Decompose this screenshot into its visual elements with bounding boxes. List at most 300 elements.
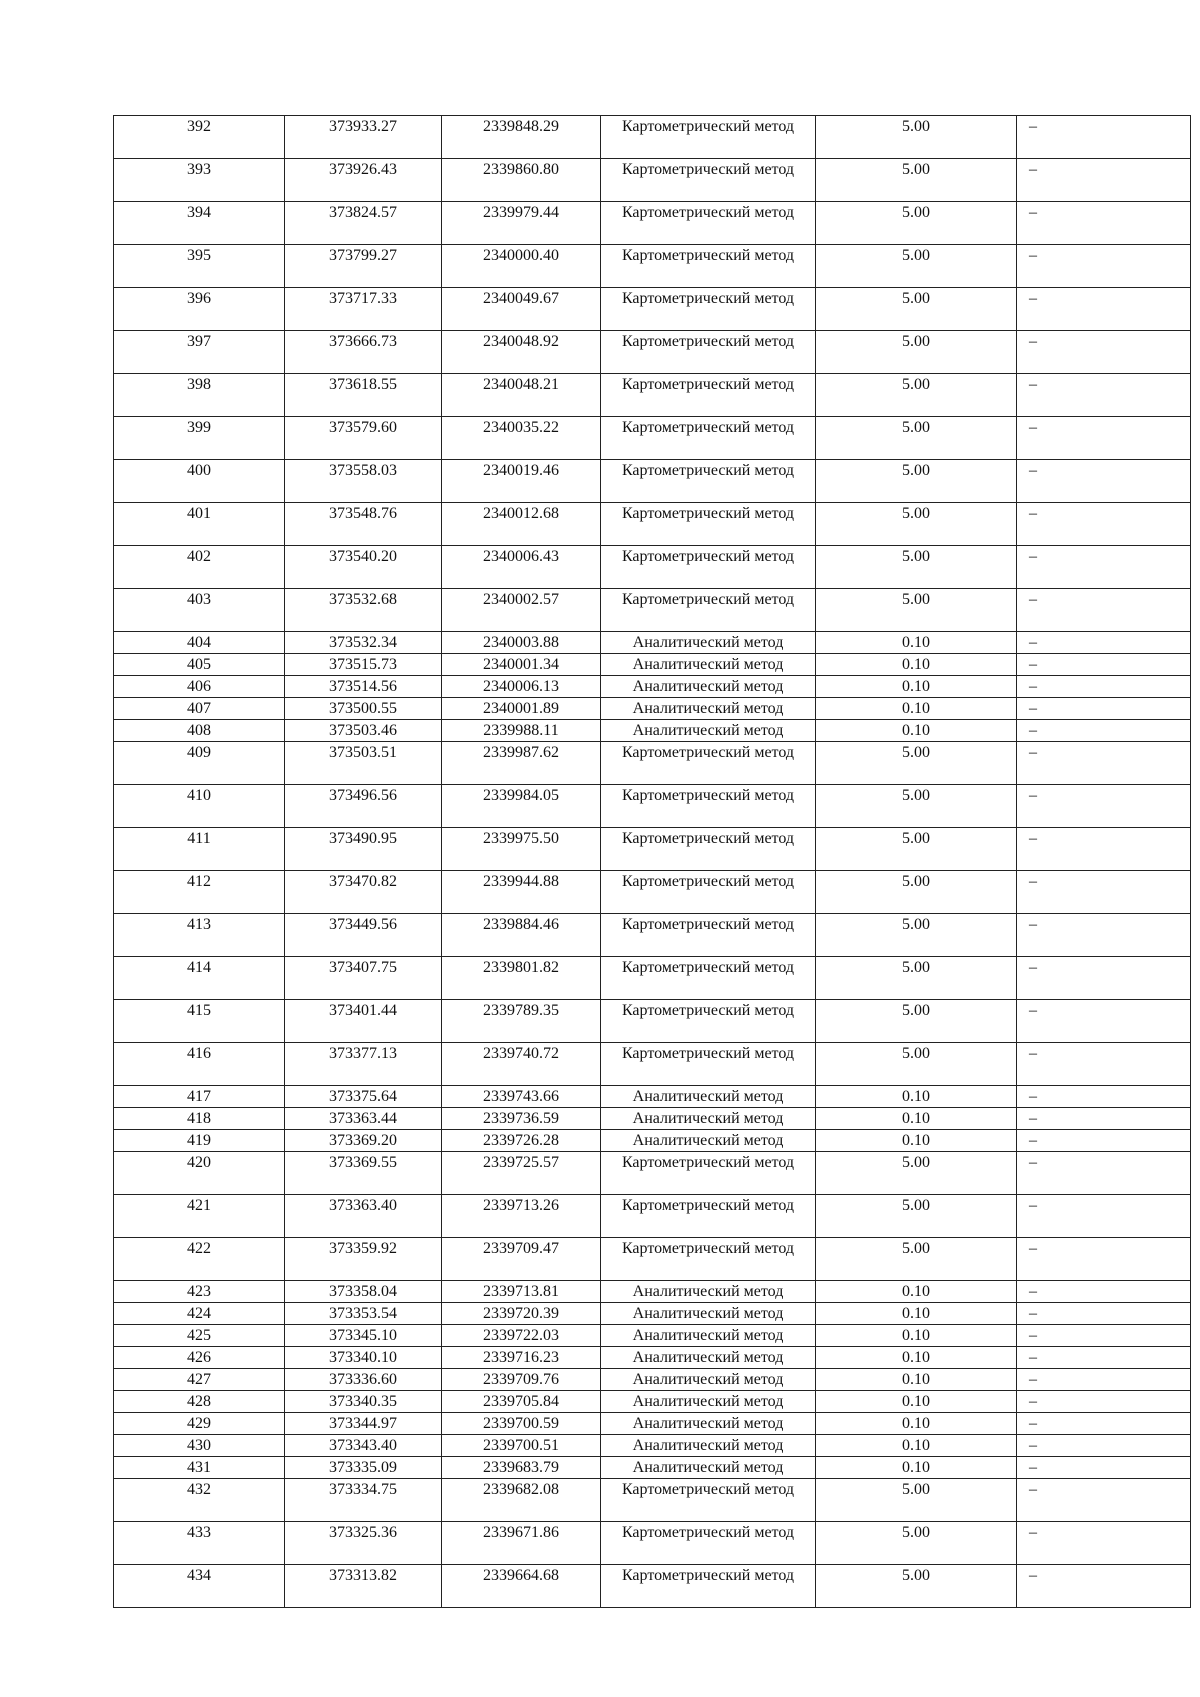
table-row bbox=[114, 1303, 1191, 1325]
x-coordinate-cell: 373343.40 bbox=[285, 1435, 442, 1457]
point-number-cell: 434 bbox=[114, 1565, 285, 1608]
method-cell: Картометрический метод bbox=[601, 1479, 816, 1522]
x-coordinate-cell: 373503.51 bbox=[285, 742, 442, 785]
note-cell: – bbox=[1017, 245, 1191, 288]
table-row bbox=[114, 1435, 1191, 1457]
x-coordinate-cell: 373532.68 bbox=[285, 589, 442, 632]
method-cell: Картометрический метод bbox=[601, 159, 816, 202]
point-number-cell: 422 bbox=[114, 1238, 285, 1281]
method-cell: Картометрический метод bbox=[601, 288, 816, 331]
point-number-cell: 399 bbox=[114, 417, 285, 460]
note-cell: – bbox=[1017, 698, 1191, 720]
x-coordinate-cell: 373717.33 bbox=[285, 288, 442, 331]
x-coordinate-cell: 373340.35 bbox=[285, 1391, 442, 1413]
note-cell: – bbox=[1017, 676, 1191, 698]
note-cell: – bbox=[1017, 288, 1191, 331]
table-row bbox=[114, 828, 1191, 871]
y-coordinate-cell: 2339860.80 bbox=[442, 159, 601, 202]
accuracy-cell: 5.00 bbox=[816, 331, 1017, 374]
table-row bbox=[114, 1413, 1191, 1435]
accuracy-cell: 5.00 bbox=[816, 1479, 1017, 1522]
point-number-cell: 401 bbox=[114, 503, 285, 546]
x-coordinate-cell: 373618.55 bbox=[285, 374, 442, 417]
note-cell: – bbox=[1017, 331, 1191, 374]
table-row bbox=[114, 1108, 1191, 1130]
accuracy-cell: 5.00 bbox=[816, 245, 1017, 288]
note-cell: – bbox=[1017, 1043, 1191, 1086]
accuracy-cell: 0.10 bbox=[816, 1391, 1017, 1413]
x-coordinate-cell: 373369.20 bbox=[285, 1130, 442, 1152]
x-coordinate-cell: 373335.09 bbox=[285, 1457, 442, 1479]
x-coordinate-cell: 373926.43 bbox=[285, 159, 442, 202]
point-number-cell: 400 bbox=[114, 460, 285, 503]
method-cell: Аналитический метод bbox=[601, 1435, 816, 1457]
note-cell: – bbox=[1017, 460, 1191, 503]
accuracy-cell: 5.00 bbox=[816, 589, 1017, 632]
method-cell: Аналитический метод bbox=[601, 1391, 816, 1413]
accuracy-cell: 5.00 bbox=[816, 417, 1017, 460]
method-cell: Аналитический метод bbox=[601, 1413, 816, 1435]
x-coordinate-cell: 373449.56 bbox=[285, 914, 442, 957]
accuracy-cell: 0.10 bbox=[816, 1086, 1017, 1108]
table-row bbox=[114, 1000, 1191, 1043]
accuracy-cell: 0.10 bbox=[816, 1325, 1017, 1347]
y-coordinate-cell: 2339975.50 bbox=[442, 828, 601, 871]
method-cell: Картометрический метод bbox=[601, 202, 816, 245]
method-cell: Картометрический метод bbox=[601, 871, 816, 914]
table-row bbox=[114, 632, 1191, 654]
note-cell: – bbox=[1017, 1108, 1191, 1130]
method-cell: Картометрический метод bbox=[601, 589, 816, 632]
accuracy-cell: 0.10 bbox=[816, 676, 1017, 698]
point-number-cell: 421 bbox=[114, 1195, 285, 1238]
x-coordinate-cell: 373313.82 bbox=[285, 1565, 442, 1608]
note-cell: – bbox=[1017, 957, 1191, 1000]
table-row bbox=[114, 742, 1191, 785]
accuracy-cell: 5.00 bbox=[816, 1565, 1017, 1608]
accuracy-cell: 0.10 bbox=[816, 1369, 1017, 1391]
method-cell: Картометрический метод bbox=[601, 1238, 816, 1281]
y-coordinate-cell: 2340019.46 bbox=[442, 460, 601, 503]
table-row bbox=[114, 245, 1191, 288]
table-row bbox=[114, 1391, 1191, 1413]
note-cell: – bbox=[1017, 720, 1191, 742]
y-coordinate-cell: 2339988.11 bbox=[442, 720, 601, 742]
x-coordinate-cell: 373470.82 bbox=[285, 871, 442, 914]
table-row bbox=[114, 1086, 1191, 1108]
note-cell: – bbox=[1017, 1195, 1191, 1238]
point-number-cell: 427 bbox=[114, 1369, 285, 1391]
table-row bbox=[114, 1281, 1191, 1303]
note-cell: – bbox=[1017, 1086, 1191, 1108]
method-cell: Аналитический метод bbox=[601, 632, 816, 654]
table-row bbox=[114, 654, 1191, 676]
method-cell: Аналитический метод bbox=[601, 1108, 816, 1130]
point-number-cell: 433 bbox=[114, 1522, 285, 1565]
y-coordinate-cell: 2339713.26 bbox=[442, 1195, 601, 1238]
note-cell: – bbox=[1017, 417, 1191, 460]
x-coordinate-cell: 373325.36 bbox=[285, 1522, 442, 1565]
x-coordinate-cell: 373496.56 bbox=[285, 785, 442, 828]
y-coordinate-cell: 2339736.59 bbox=[442, 1108, 601, 1130]
accuracy-cell: 0.10 bbox=[816, 720, 1017, 742]
accuracy-cell: 5.00 bbox=[816, 546, 1017, 589]
note-cell: – bbox=[1017, 159, 1191, 202]
table-row bbox=[114, 1195, 1191, 1238]
accuracy-cell: 0.10 bbox=[816, 1435, 1017, 1457]
x-coordinate-cell: 373824.57 bbox=[285, 202, 442, 245]
method-cell: Аналитический метод bbox=[601, 1347, 816, 1369]
y-coordinate-cell: 2339984.05 bbox=[442, 785, 601, 828]
table-row bbox=[114, 589, 1191, 632]
method-cell: Картометрический метод bbox=[601, 1152, 816, 1195]
table-row bbox=[114, 288, 1191, 331]
y-coordinate-cell: 2340002.57 bbox=[442, 589, 601, 632]
y-coordinate-cell: 2339740.72 bbox=[442, 1043, 601, 1086]
point-number-cell: 413 bbox=[114, 914, 285, 957]
table-row bbox=[114, 374, 1191, 417]
table-row bbox=[114, 1238, 1191, 1281]
x-coordinate-cell: 373377.13 bbox=[285, 1043, 442, 1086]
y-coordinate-cell: 2339682.08 bbox=[442, 1479, 601, 1522]
table-row bbox=[114, 871, 1191, 914]
y-coordinate-cell: 2339801.82 bbox=[442, 957, 601, 1000]
y-coordinate-cell: 2340048.21 bbox=[442, 374, 601, 417]
point-number-cell: 414 bbox=[114, 957, 285, 1000]
x-coordinate-cell: 373503.46 bbox=[285, 720, 442, 742]
point-number-cell: 392 bbox=[114, 116, 285, 159]
note-cell: – bbox=[1017, 1325, 1191, 1347]
note-cell: – bbox=[1017, 1281, 1191, 1303]
accuracy-cell: 5.00 bbox=[816, 828, 1017, 871]
point-number-cell: 397 bbox=[114, 331, 285, 374]
table-row bbox=[114, 417, 1191, 460]
method-cell: Картометрический метод bbox=[601, 1565, 816, 1608]
accuracy-cell: 0.10 bbox=[816, 1347, 1017, 1369]
accuracy-cell: 5.00 bbox=[816, 914, 1017, 957]
table-row bbox=[114, 202, 1191, 245]
y-coordinate-cell: 2339726.28 bbox=[442, 1130, 601, 1152]
table-row bbox=[114, 785, 1191, 828]
note-cell: – bbox=[1017, 632, 1191, 654]
y-coordinate-cell: 2339700.59 bbox=[442, 1413, 601, 1435]
accuracy-cell: 0.10 bbox=[816, 654, 1017, 676]
note-cell: – bbox=[1017, 1347, 1191, 1369]
point-number-cell: 407 bbox=[114, 698, 285, 720]
x-coordinate-cell: 373666.73 bbox=[285, 331, 442, 374]
method-cell: Картометрический метод bbox=[601, 957, 816, 1000]
accuracy-cell: 5.00 bbox=[816, 1522, 1017, 1565]
x-coordinate-cell: 373515.73 bbox=[285, 654, 442, 676]
accuracy-cell: 5.00 bbox=[816, 116, 1017, 159]
method-cell: Картометрический метод bbox=[601, 1522, 816, 1565]
x-coordinate-cell: 373353.54 bbox=[285, 1303, 442, 1325]
note-cell: – bbox=[1017, 871, 1191, 914]
method-cell: Аналитический метод bbox=[601, 1303, 816, 1325]
method-cell: Аналитический метод bbox=[601, 1086, 816, 1108]
y-coordinate-cell: 2340001.89 bbox=[442, 698, 601, 720]
y-coordinate-cell: 2340003.88 bbox=[442, 632, 601, 654]
x-coordinate-cell: 373359.92 bbox=[285, 1238, 442, 1281]
y-coordinate-cell: 2340048.92 bbox=[442, 331, 601, 374]
note-cell: – bbox=[1017, 1238, 1191, 1281]
y-coordinate-cell: 2340012.68 bbox=[442, 503, 601, 546]
y-coordinate-cell: 2339671.86 bbox=[442, 1522, 601, 1565]
point-number-cell: 423 bbox=[114, 1281, 285, 1303]
point-number-cell: 430 bbox=[114, 1435, 285, 1457]
accuracy-cell: 5.00 bbox=[816, 1043, 1017, 1086]
table-row bbox=[114, 957, 1191, 1000]
y-coordinate-cell: 2340006.13 bbox=[442, 676, 601, 698]
method-cell: Картометрический метод bbox=[601, 1195, 816, 1238]
table-row bbox=[114, 1369, 1191, 1391]
x-coordinate-cell: 373514.56 bbox=[285, 676, 442, 698]
table-row bbox=[114, 676, 1191, 698]
point-number-cell: 425 bbox=[114, 1325, 285, 1347]
accuracy-cell: 0.10 bbox=[816, 1281, 1017, 1303]
accuracy-cell: 5.00 bbox=[816, 288, 1017, 331]
note-cell: – bbox=[1017, 202, 1191, 245]
accuracy-cell: 0.10 bbox=[816, 698, 1017, 720]
point-number-cell: 411 bbox=[114, 828, 285, 871]
method-cell: Картометрический метод bbox=[601, 828, 816, 871]
y-coordinate-cell: 2339979.44 bbox=[442, 202, 601, 245]
method-cell: Картометрический метод bbox=[601, 1000, 816, 1043]
note-cell: – bbox=[1017, 1457, 1191, 1479]
x-coordinate-cell: 373579.60 bbox=[285, 417, 442, 460]
point-number-cell: 420 bbox=[114, 1152, 285, 1195]
note-cell: – bbox=[1017, 1130, 1191, 1152]
x-coordinate-cell: 373375.64 bbox=[285, 1086, 442, 1108]
method-cell: Картометрический метод bbox=[601, 785, 816, 828]
point-number-cell: 394 bbox=[114, 202, 285, 245]
point-number-cell: 428 bbox=[114, 1391, 285, 1413]
y-coordinate-cell: 2339944.88 bbox=[442, 871, 601, 914]
point-number-cell: 408 bbox=[114, 720, 285, 742]
point-number-cell: 417 bbox=[114, 1086, 285, 1108]
y-coordinate-cell: 2340049.67 bbox=[442, 288, 601, 331]
x-coordinate-cell: 373500.55 bbox=[285, 698, 442, 720]
note-cell: – bbox=[1017, 828, 1191, 871]
point-number-cell: 419 bbox=[114, 1130, 285, 1152]
x-coordinate-cell: 373336.60 bbox=[285, 1369, 442, 1391]
x-coordinate-cell: 373334.75 bbox=[285, 1479, 442, 1522]
table-row bbox=[114, 1043, 1191, 1086]
x-coordinate-cell: 373799.27 bbox=[285, 245, 442, 288]
table-row bbox=[114, 1130, 1191, 1152]
accuracy-cell: 0.10 bbox=[816, 1457, 1017, 1479]
y-coordinate-cell: 2339709.76 bbox=[442, 1369, 601, 1391]
note-cell: – bbox=[1017, 1152, 1191, 1195]
x-coordinate-cell: 373540.20 bbox=[285, 546, 442, 589]
method-cell: Картометрический метод bbox=[601, 546, 816, 589]
y-coordinate-cell: 2339743.66 bbox=[442, 1086, 601, 1108]
method-cell: Картометрический метод bbox=[601, 460, 816, 503]
y-coordinate-cell: 2339720.39 bbox=[442, 1303, 601, 1325]
method-cell: Картометрический метод bbox=[601, 331, 816, 374]
method-cell: Картометрический метод bbox=[601, 1043, 816, 1086]
method-cell: Картометрический метод bbox=[601, 742, 816, 785]
x-coordinate-cell: 373369.55 bbox=[285, 1152, 442, 1195]
y-coordinate-cell: 2339705.84 bbox=[442, 1391, 601, 1413]
table-row bbox=[114, 1457, 1191, 1479]
y-coordinate-cell: 2339709.47 bbox=[442, 1238, 601, 1281]
method-cell: Картометрический метод bbox=[601, 914, 816, 957]
table-row bbox=[114, 460, 1191, 503]
coordinates-table-body bbox=[114, 116, 1191, 1608]
method-cell: Аналитический метод bbox=[601, 1325, 816, 1347]
x-coordinate-cell: 373340.10 bbox=[285, 1347, 442, 1369]
point-number-cell: 424 bbox=[114, 1303, 285, 1325]
method-cell: Аналитический метод bbox=[601, 1281, 816, 1303]
note-cell: – bbox=[1017, 654, 1191, 676]
y-coordinate-cell: 2339789.35 bbox=[442, 1000, 601, 1043]
method-cell: Картометрический метод bbox=[601, 116, 816, 159]
point-number-cell: 393 bbox=[114, 159, 285, 202]
y-coordinate-cell: 2339700.51 bbox=[442, 1435, 601, 1457]
table-row bbox=[114, 546, 1191, 589]
table-row bbox=[114, 159, 1191, 202]
x-coordinate-cell: 373558.03 bbox=[285, 460, 442, 503]
y-coordinate-cell: 2340006.43 bbox=[442, 546, 601, 589]
note-cell: – bbox=[1017, 1413, 1191, 1435]
note-cell: – bbox=[1017, 1565, 1191, 1608]
accuracy-cell: 5.00 bbox=[816, 503, 1017, 546]
y-coordinate-cell: 2339848.29 bbox=[442, 116, 601, 159]
y-coordinate-cell: 2340035.22 bbox=[442, 417, 601, 460]
x-coordinate-cell: 373344.97 bbox=[285, 1413, 442, 1435]
accuracy-cell: 5.00 bbox=[816, 871, 1017, 914]
table-row bbox=[114, 698, 1191, 720]
x-coordinate-cell: 373532.34 bbox=[285, 632, 442, 654]
note-cell: – bbox=[1017, 1369, 1191, 1391]
point-number-cell: 432 bbox=[114, 1479, 285, 1522]
note-cell: – bbox=[1017, 546, 1191, 589]
method-cell: Аналитический метод bbox=[601, 1457, 816, 1479]
y-coordinate-cell: 2339987.62 bbox=[442, 742, 601, 785]
point-number-cell: 409 bbox=[114, 742, 285, 785]
accuracy-cell: 0.10 bbox=[816, 1413, 1017, 1435]
accuracy-cell: 0.10 bbox=[816, 1303, 1017, 1325]
table-row bbox=[114, 720, 1191, 742]
accuracy-cell: 0.10 bbox=[816, 1108, 1017, 1130]
accuracy-cell: 0.10 bbox=[816, 632, 1017, 654]
table-row bbox=[114, 1479, 1191, 1522]
table-row bbox=[114, 1325, 1191, 1347]
y-coordinate-cell: 2339683.79 bbox=[442, 1457, 601, 1479]
y-coordinate-cell: 2340001.34 bbox=[442, 654, 601, 676]
note-cell: – bbox=[1017, 503, 1191, 546]
point-number-cell: 429 bbox=[114, 1413, 285, 1435]
point-number-cell: 398 bbox=[114, 374, 285, 417]
x-coordinate-cell: 373490.95 bbox=[285, 828, 442, 871]
note-cell: – bbox=[1017, 1000, 1191, 1043]
accuracy-cell: 5.00 bbox=[816, 957, 1017, 1000]
point-number-cell: 405 bbox=[114, 654, 285, 676]
note-cell: – bbox=[1017, 742, 1191, 785]
method-cell: Аналитический метод bbox=[601, 698, 816, 720]
accuracy-cell: 5.00 bbox=[816, 460, 1017, 503]
table-row bbox=[114, 1522, 1191, 1565]
point-number-cell: 415 bbox=[114, 1000, 285, 1043]
x-coordinate-cell: 373407.75 bbox=[285, 957, 442, 1000]
note-cell: – bbox=[1017, 116, 1191, 159]
method-cell: Картометрический метод bbox=[601, 503, 816, 546]
y-coordinate-cell: 2339713.81 bbox=[442, 1281, 601, 1303]
method-cell: Аналитический метод bbox=[601, 1369, 816, 1391]
point-number-cell: 410 bbox=[114, 785, 285, 828]
method-cell: Картометрический метод bbox=[601, 417, 816, 460]
point-number-cell: 402 bbox=[114, 546, 285, 589]
method-cell: Картометрический метод bbox=[601, 245, 816, 288]
method-cell: Аналитический метод bbox=[601, 1130, 816, 1152]
note-cell: – bbox=[1017, 785, 1191, 828]
accuracy-cell: 5.00 bbox=[816, 1000, 1017, 1043]
accuracy-cell: 5.00 bbox=[816, 1238, 1017, 1281]
x-coordinate-cell: 373363.44 bbox=[285, 1108, 442, 1130]
x-coordinate-cell: 373358.04 bbox=[285, 1281, 442, 1303]
accuracy-cell: 5.00 bbox=[816, 374, 1017, 417]
y-coordinate-cell: 2339722.03 bbox=[442, 1325, 601, 1347]
y-coordinate-cell: 2339884.46 bbox=[442, 914, 601, 957]
note-cell: – bbox=[1017, 1303, 1191, 1325]
point-number-cell: 396 bbox=[114, 288, 285, 331]
x-coordinate-cell: 373933.27 bbox=[285, 116, 442, 159]
table-row bbox=[114, 1565, 1191, 1608]
method-cell: Аналитический метод bbox=[601, 654, 816, 676]
x-coordinate-cell: 373363.40 bbox=[285, 1195, 442, 1238]
accuracy-cell: 5.00 bbox=[816, 159, 1017, 202]
accuracy-cell: 5.00 bbox=[816, 785, 1017, 828]
table-row bbox=[114, 1347, 1191, 1369]
note-cell: – bbox=[1017, 589, 1191, 632]
point-number-cell: 395 bbox=[114, 245, 285, 288]
method-cell: Аналитический метод bbox=[601, 720, 816, 742]
point-number-cell: 426 bbox=[114, 1347, 285, 1369]
x-coordinate-cell: 373345.10 bbox=[285, 1325, 442, 1347]
accuracy-cell: 0.10 bbox=[816, 1130, 1017, 1152]
note-cell: – bbox=[1017, 1435, 1191, 1457]
accuracy-cell: 5.00 bbox=[816, 1195, 1017, 1238]
point-number-cell: 418 bbox=[114, 1108, 285, 1130]
x-coordinate-cell: 373548.76 bbox=[285, 503, 442, 546]
x-coordinate-cell: 373401.44 bbox=[285, 1000, 442, 1043]
point-number-cell: 403 bbox=[114, 589, 285, 632]
table-row bbox=[114, 1152, 1191, 1195]
note-cell: – bbox=[1017, 914, 1191, 957]
table-row bbox=[114, 914, 1191, 957]
note-cell: – bbox=[1017, 1522, 1191, 1565]
accuracy-cell: 5.00 bbox=[816, 202, 1017, 245]
y-coordinate-cell: 2339725.57 bbox=[442, 1152, 601, 1195]
point-number-cell: 406 bbox=[114, 676, 285, 698]
coordinates-table bbox=[113, 115, 1191, 1608]
table-row bbox=[114, 331, 1191, 374]
table-row bbox=[114, 503, 1191, 546]
note-cell: – bbox=[1017, 1391, 1191, 1413]
accuracy-cell: 5.00 bbox=[816, 742, 1017, 785]
y-coordinate-cell: 2340000.40 bbox=[442, 245, 601, 288]
point-number-cell: 412 bbox=[114, 871, 285, 914]
method-cell: Картометрический метод bbox=[601, 374, 816, 417]
accuracy-cell: 5.00 bbox=[816, 1152, 1017, 1195]
point-number-cell: 416 bbox=[114, 1043, 285, 1086]
y-coordinate-cell: 2339664.68 bbox=[442, 1565, 601, 1608]
method-cell: Аналитический метод bbox=[601, 676, 816, 698]
point-number-cell: 404 bbox=[114, 632, 285, 654]
note-cell: – bbox=[1017, 1479, 1191, 1522]
note-cell: – bbox=[1017, 374, 1191, 417]
